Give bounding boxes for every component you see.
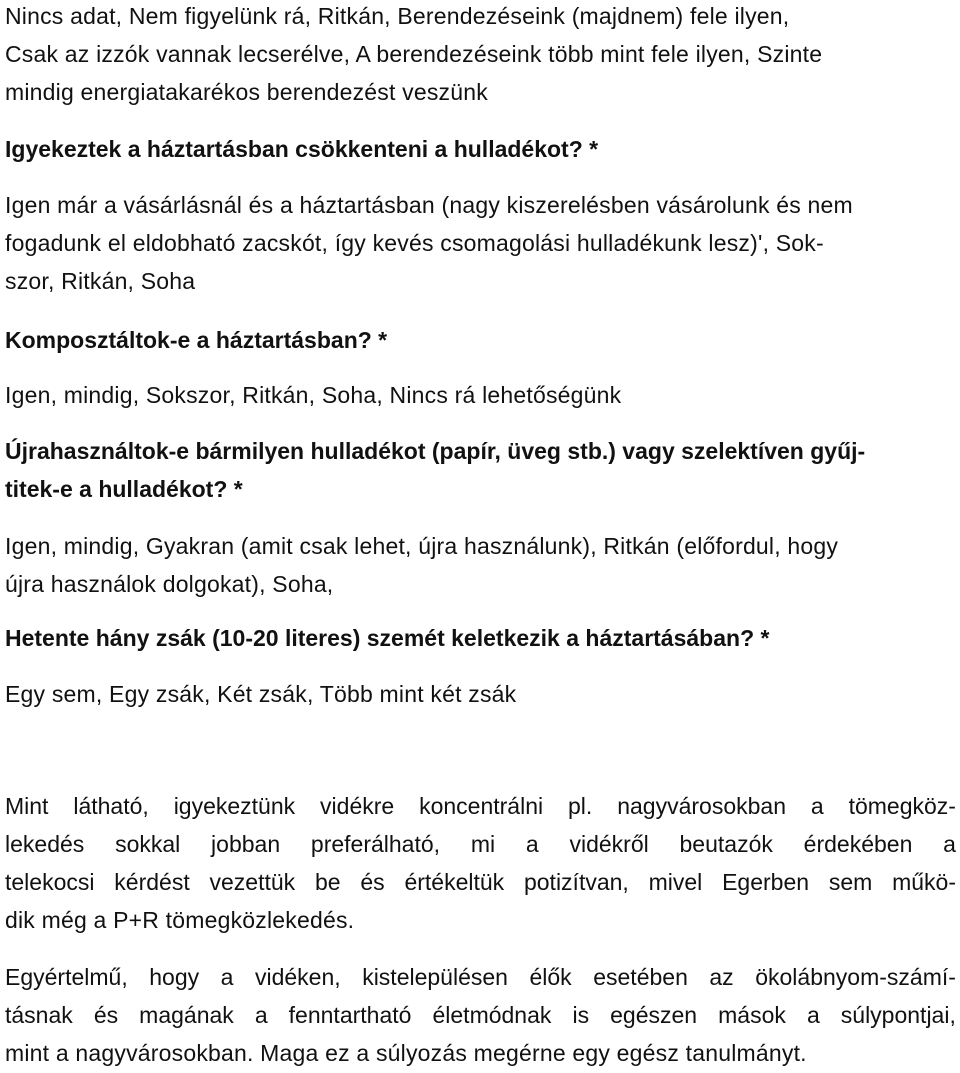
text-line: Igen, mindig, Gyakran (amit csak lehet, újra használunk), Ritkán (előfordul, hogy <box>5 533 839 559</box>
question-composting <box>5 321 956 359</box>
word: és <box>93 1002 119 1028</box>
word: mások <box>718 1002 786 1028</box>
body-paragraph-2 <box>5 958 956 1072</box>
word: nagyvárosokban <box>617 793 786 819</box>
word: tömegköz- <box>848 793 956 819</box>
question-text: Komposztáltok-e a háztartásban? * <box>5 327 388 353</box>
word: a <box>220 964 234 990</box>
word: értékeltük <box>404 869 505 895</box>
word: pl. <box>568 793 593 819</box>
justified-line <box>5 958 956 996</box>
word: vezettük <box>209 869 296 895</box>
body-paragraph-1 <box>5 787 956 939</box>
word: súlypontjai, <box>840 1002 956 1028</box>
word: a <box>806 1002 820 1028</box>
word: fenntartható <box>288 1002 412 1028</box>
word: ökolábnyom-számí- <box>755 964 956 990</box>
text-line: Egy sem, Egy zsák, Két zsák, Több mint két zsák <box>5 681 517 707</box>
word: mivel <box>648 869 703 895</box>
question-trash-bags <box>5 619 956 657</box>
question-text: titek-e a hulladékot? * <box>5 476 243 502</box>
word: műkö- <box>892 869 956 895</box>
word: a <box>810 793 824 819</box>
word: egészen <box>610 1002 698 1028</box>
word: jobban <box>211 831 281 857</box>
word: életmódnak <box>432 1002 552 1028</box>
text-line: Csak az izzók vannak lecserélve, A berendezéseink több mint fele ilyen, Szinte <box>5 41 823 67</box>
justified-line <box>5 863 956 901</box>
word: kistelepülésen <box>362 964 508 990</box>
word: kérdést <box>114 869 190 895</box>
text-line: Igen, mindig, Sokszor, Ritkán, Soha, Nincs rá lehetőségünk <box>5 382 622 408</box>
word: Mint <box>5 793 49 819</box>
text-line: mint a nagyvárosokban. Maga ez a súlyozás megérne egy egész tanulmányt. <box>5 1040 807 1066</box>
word: esetében <box>593 964 688 990</box>
answer-options-composting <box>5 376 956 414</box>
text-line: Igen már a vásárlásnál és a háztartásban (nagy kiszerelésben vásárolunk és nem <box>5 192 853 218</box>
text-line: újra használok dolgokat), Soha, <box>5 571 334 597</box>
word: vidékről <box>569 831 649 857</box>
word: Egerben <box>722 869 810 895</box>
answer-options-trash-bags <box>5 675 956 713</box>
word: a <box>943 831 956 857</box>
text-line: fogadunk el eldobható zacskót, így kevés csomagolási hulladékunk lesz)', Sok- <box>5 230 824 256</box>
word: Egyértelmű, <box>5 964 128 990</box>
word: sem <box>828 869 873 895</box>
word: látható, <box>73 793 149 819</box>
word: sokkal <box>115 831 181 857</box>
word: a <box>254 1002 268 1028</box>
word: potizítvan, <box>523 869 629 895</box>
justified-line <box>5 787 956 825</box>
answer-options-waste-reduction <box>5 186 956 300</box>
word: érdekében <box>803 831 913 857</box>
question-recycling <box>5 432 956 508</box>
word: preferálható, <box>310 831 441 857</box>
word: igyekeztünk <box>173 793 296 819</box>
word: lekedés <box>5 831 85 857</box>
question-text: Hetente hány zsák (10-20 literes) szemét keletkezik a háztartásában? * <box>5 625 770 651</box>
word: a <box>525 831 539 857</box>
justified-line <box>5 825 956 863</box>
word: tásnak <box>5 1002 73 1028</box>
word: hogy <box>149 964 200 990</box>
word: mi <box>470 831 496 857</box>
word: be <box>314 869 341 895</box>
text-line: mindig energiatakarékos berendezést veszünk <box>5 79 488 105</box>
word: vidéken, <box>254 964 341 990</box>
word: koncentrálni <box>419 793 544 819</box>
word: élők <box>529 964 572 990</box>
word: telekocsi <box>5 869 95 895</box>
word: az <box>709 964 734 990</box>
question-waste-reduction <box>5 130 956 168</box>
question-text: Igyekeztek a háztartásban csökkenteni a hulladékot? * <box>5 136 599 162</box>
text-line: dik még a P+R tömegközlekedés. <box>5 907 355 933</box>
word: is <box>572 1002 590 1028</box>
text-line: Nincs adat, Nem figyelünk rá, Ritkán, Berendezéseink (majdnem) fele ilyen, <box>5 3 790 29</box>
question-text: Újrahasználtok-e bármilyen hulladékot (papír, üveg stb.) vagy szelektíven gyűj- <box>5 438 866 464</box>
word: magának <box>139 1002 234 1028</box>
answer-options-recycling <box>5 527 956 603</box>
answer-options-energy <box>5 0 956 111</box>
justified-line <box>5 996 956 1034</box>
word: beutazók <box>679 831 773 857</box>
text-line: szor, Ritkán, Soha <box>5 268 196 294</box>
word: és <box>360 869 385 895</box>
word: vidékre <box>320 793 395 819</box>
